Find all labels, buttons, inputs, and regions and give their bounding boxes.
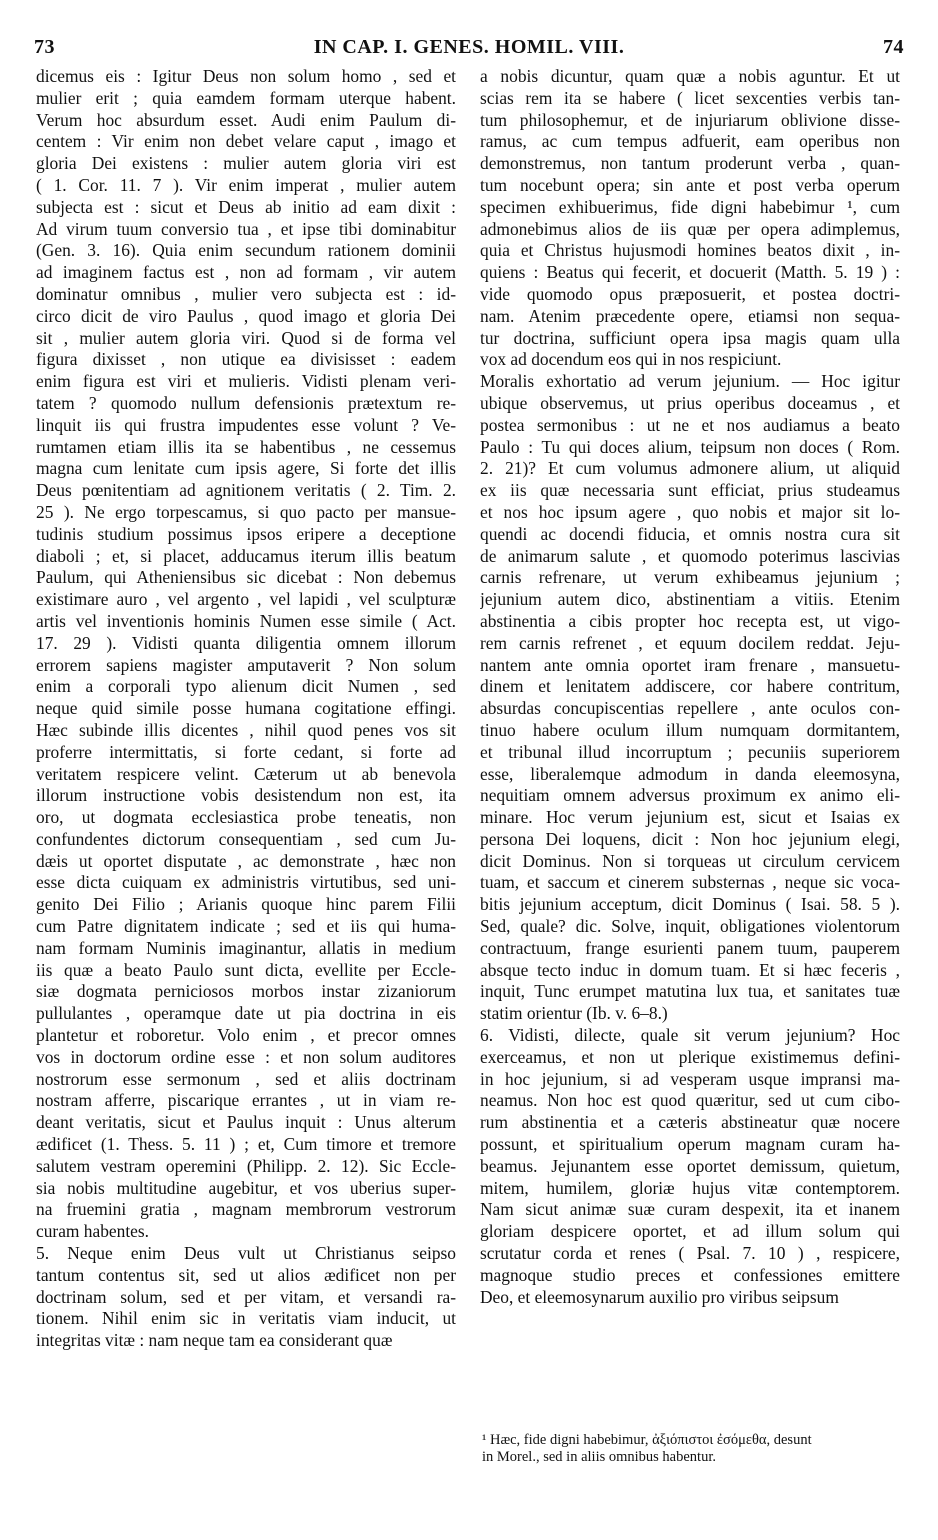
text-line: et tribunal illud incorruptum ; pecuniis superiorem <box>480 741 900 762</box>
text-line: rumtamen etiam illis ita se habentibus , ne cessemus <box>36 436 456 457</box>
text-line: diaboli ; et, si placet, adducamus iterum illis beatum <box>36 545 456 566</box>
text-line: confundentes dictorum consequentiam , sed cum Ju- <box>36 828 456 849</box>
text-line: et nos hoc ipsum agere , quo nobis et major sit lo- <box>480 501 900 522</box>
text-line: quiens : Beatus qui fecerit, et docuerit (Matth. 5. 19 ) : <box>480 262 900 283</box>
text-line: specimen exhibuerimus, fide digni habebimur ¹, cum <box>480 196 900 217</box>
text-line: a nobis dicuntur, quam quæ a nobis aguntur. Et ut <box>480 66 900 86</box>
text-line: bitis jejunium acceptum, dicit Dominus ( Isai. 58. 5 ). <box>480 894 900 915</box>
text-line: sit , mulier autem gloria viri. Quod si de forma vel <box>36 327 456 348</box>
text-line: cum Patre dignitatem indicate ; sed et iis qui huma- <box>36 916 456 937</box>
text-line: admonebimus alios de iis quæ per opera adimplemus, <box>480 218 900 239</box>
text-line: demonstremus, non tantum proderunt verba , quan- <box>480 153 900 174</box>
text-line: veritatem respicere velint. Cæterum ut ab benevola <box>36 763 456 784</box>
text-line: genito Dei Filio ; Arianis quoque hinc parem Filii <box>36 894 456 915</box>
text-line: linquit iis qui frustra impudentes esse volunt ? Ve- <box>36 414 456 435</box>
text-line: rum abstinentia et a cæteris abstineatur quæ nocere <box>480 1112 900 1133</box>
text-line: scias rem ita se habere ( licet sexcenties verbis tan- <box>480 87 900 108</box>
text-line: vide quomodo opus præposuerit, et postea doctri- <box>480 283 900 304</box>
text-line: tinuo habere oculum illum numquam dormitantem, <box>480 719 900 740</box>
text-line: quendi ac docendi fiducia, et omnis nostra cura sit <box>480 523 900 544</box>
text-line: neque quid simile posse humana cogitatione effingi. <box>36 698 456 719</box>
text-line: tudinis studium possimus ipsos eripere a deceptione <box>36 523 456 544</box>
text-line: plantetur et roboretur. Volo enim , et precor omnes <box>36 1025 456 1046</box>
text-line: artis vel inventionis hominis Numen esse simile ( Act. <box>36 610 456 631</box>
text-line: Paulum, qui Atheniensibus sic dicebat : Non debemus <box>36 567 456 588</box>
text-line: enim a corporali typo alienum dicit Numen , sed <box>36 676 456 697</box>
text-line: postea sermonibus : ut ne et nos audiamus a beato <box>480 414 900 435</box>
text-line: deant veritatis, sicut et Paulus inquit : Unus alterum <box>36 1112 456 1133</box>
text-line: Sed, quale? dic. Solve, inquit, obligationes violentorum <box>480 916 900 937</box>
text-line: absurdas concupiscentias repellere , ante oculos con- <box>480 698 900 719</box>
text-line: gloria Dei existens : mulier autem gloria viri est <box>36 153 456 174</box>
text-line: errorem sapiens magister amputaverit ? Non solum <box>36 654 456 675</box>
text-line: circo dicit de viro Paulus , quod imago et gloria Dei <box>36 305 456 326</box>
text-line: rem carnis refrenet , et equum docilem reddat. Jeju- <box>480 632 900 653</box>
text-line: beamus. Jejunantem esse oportet demissum, quietum, <box>480 1155 900 1176</box>
text-line: abstinentia a cibis propter hoc recepta est, ut vigo- <box>480 610 900 631</box>
text-line: 6. Vidisti, dilecte, quale sit verum jejunium? Hoc <box>480 1025 900 1046</box>
text-line: in hoc jejunium, si ad vesperam usque impransi ma- <box>480 1068 900 1089</box>
text-line: exerceamus, et non ut plerique existimemus defini- <box>480 1046 900 1067</box>
text-line: enim figura est viri et mulieris. Vidisti plenam veri- <box>36 371 456 392</box>
text-line: quia et Christus hujusmodi homines beatos dixit , in- <box>480 240 900 261</box>
text-line: Paulo : Tu qui doces alium, teipsum non doces ( Rom. <box>480 436 900 457</box>
text-line: 25 ). Ne ergo torpescamus, si quo pacto per mansue- <box>36 501 456 522</box>
text-line: doctrinam solum, sed et per vitam, et versandi ra- <box>36 1286 456 1307</box>
text-line: esse, liberalemque admodum in danda eleemosyna, <box>480 763 900 784</box>
text-line: Verum hoc absurdum esset. Audi enim Paulum di- <box>36 109 456 130</box>
text-line: Hæc subinde illis dicentes , nihil quod penes vos sit <box>36 719 456 740</box>
text-line: tuam, et saccum et cinerem substernas , neque sic voca- <box>480 872 900 893</box>
text-line: ad imaginem factus est , non ad formam , vir autem <box>36 262 456 283</box>
text-line: iis quæ a beato Paulo sunt dicta, evellite per Eccle- <box>36 959 456 980</box>
text-line: tur doctrina, sufficiunt opera ipsa magis quam ulla <box>480 327 900 348</box>
text-line: Nam sicut animæ suæ curam despexit, ita et inanem <box>480 1199 900 1220</box>
text-line: oro, ut dogmata ecclesiastica probe teneatis, non <box>36 807 456 828</box>
text-line: Deo, et eleemosynarum auxilio pro viribus seipsum <box>480 1286 839 1307</box>
text-line: tum philosophemur, et de injuriarum oblivione disse- <box>480 109 900 130</box>
right-text-column <box>480 66 900 1308</box>
footnote-line: in Morel., sed in aliis omnibus habentur. <box>482 1449 716 1465</box>
text-line: pullulantes , operamque date ut pia doctrina in eis <box>36 1003 456 1024</box>
text-line: minare. Hoc verum jejunium est, sicut et Isaias ex <box>480 807 900 828</box>
text-line: dominatur omnibus , mulier vero subjecta est : id- <box>36 283 456 304</box>
text-line: gloriam despicere oportet, et ad illum solum qui <box>480 1221 900 1242</box>
text-line: tatem ? quomodo nullum defensionis prætextum re- <box>36 392 456 413</box>
text-line: nam formam Numinis imaginantur, allatis in medium <box>36 937 456 958</box>
page-number-left: 73 <box>34 35 55 58</box>
text-line: contractuum, frange esurienti panem tuum, pauperem <box>480 937 900 958</box>
text-line: carnis refrenare, ut verum exhibeamus jejunium ; <box>480 567 900 588</box>
text-line: nostram afferre, piscarique errantes , ut in viam re- <box>36 1090 456 1111</box>
text-line: ubique observemus, ut prius operibus doceamus , et <box>480 392 900 413</box>
text-line: vos in doctorum ordine esse : et non solum auditores <box>36 1046 456 1067</box>
page-number-right: 74 <box>883 35 904 58</box>
text-line: persona Dei loquens, dicit : Non hoc jejunium elegi, <box>480 828 900 849</box>
text-line: dicemus eis : Igitur Deus non solum homo , sed et <box>36 66 456 86</box>
text-line: sia nobis multitudine augebitur, et vos uberius super- <box>36 1177 456 1198</box>
text-line: vox ad docendum eos qui in nos respiciunt. <box>480 349 782 370</box>
text-line: curam habentes. <box>36 1221 149 1242</box>
text-line: ex iis quæ necessaria sunt efficiat, prius studeamus <box>480 480 900 501</box>
text-line: magnoque studio preces et confessiones emittere <box>480 1264 900 1285</box>
text-line: tum nocebunt opera; sin ante et post verba operum <box>480 174 900 195</box>
text-line: nostrorum esse sermonum , sed et aliis doctrinam <box>36 1068 456 1089</box>
text-line: possunt, et spiritualium operum magnam curam ha- <box>480 1134 900 1155</box>
text-line: subjecta est : sicut et Deus ab initio ad eam dixit : <box>36 196 456 217</box>
text-line: 17. 29 ). Vidisti quanta diligentia omnem illorum <box>36 632 456 653</box>
text-line: nantem ante omnia oportet iram frenare , mansuetu- <box>480 654 900 675</box>
text-line: tionem. Nihil enim sic in veritatis viam inducit, ut <box>36 1308 456 1329</box>
text-line: integritas vitæ : nam neque tam ea considerant quæ <box>36 1330 393 1351</box>
text-line: Moralis exhortatio ad verum jejunium. — Hoc igitur <box>480 371 900 392</box>
text-line: Deus pœnitentiam ad agnitionem veritatis ( 2. Tim. 2. <box>36 480 456 501</box>
text-line: mulier erit ; quia eamdem formam uterque habent. <box>36 87 456 108</box>
text-line: ædificet (1. Thess. 5. 11 ) ; et, Cum timore et tremore <box>36 1134 456 1155</box>
text-line: ( 1. Cor. 11. 7 ). Vir enim imperat , mulier autem <box>36 174 456 195</box>
text-line: nequitiam omnem adversus proximum ex animo eli- <box>480 785 900 806</box>
text-line: salutem vestram operemini (Philipp. 2. 12). Sic Eccle- <box>36 1155 456 1176</box>
text-line: Ad virum tuum conversio tua , et ipse tibi dominabitur <box>36 218 456 239</box>
running-header <box>34 32 904 62</box>
text-line: figura dixisset , non utique ea divisisset : eadem <box>36 349 456 370</box>
text-line: illorum instructione vobis desistendum non est, ita <box>36 785 456 806</box>
text-line: mitem, humilem, gloriæ hujus vitæ contemptorem. <box>480 1177 900 1198</box>
text-line: absque tecto induc in domum tuam. Et si hæc feceris , <box>480 959 900 980</box>
running-title: IN CAP. I. GENES. HOMIL. VIII. <box>313 35 625 58</box>
text-line: scrutatur corda et renes ( Psal. 7. 10 ) , respicere, <box>480 1243 900 1264</box>
text-line: dinem et lenitatem addiscere, cor habere contritum, <box>480 676 900 697</box>
text-line: centem : Vir enim non debet velare caput , imago et <box>36 131 456 152</box>
text-line: existimare auro , vel argento , vel lapidi , vel sculpturæ <box>36 589 456 610</box>
text-line: tantum contentus sit, sed ut alios ædificet non per <box>36 1264 456 1285</box>
text-line: 2. 21)? Et cum volumus admonere alium, ut aliquid <box>480 458 900 479</box>
text-line: 5. Neque enim Deus vult ut Christianus seipso <box>36 1243 456 1264</box>
text-line: statim orientur (Ib. v. 6–8.) <box>480 1003 668 1024</box>
text-line: nam. Atenim præcedente opere, etiamsi non sequa- <box>480 305 900 326</box>
text-line: neamus. Non hoc est quod quæritur, sed ut cum cibo- <box>480 1090 900 1111</box>
text-line: jejunium autem dico, abstinentiam a vitiis. Etenim <box>480 589 900 610</box>
footnote <box>482 1432 902 1466</box>
text-line: na fruemini gratia , magnam membrorum vestrorum <box>36 1199 456 1220</box>
text-line: inquit, Tunc erumpet matutina lux tua, et sanitates tuæ <box>480 981 900 1002</box>
footnote-line: ¹ Hæc, fide digni habebimur, ἀξιόπιστοι ἐσόμεθα, desunt <box>482 1432 812 1448</box>
text-line: esse dicta cuiquam ex administris virtutibus, sed uni- <box>36 872 456 893</box>
text-line: (Gen. 3. 16). Quia enim secundum rationem dominii <box>36 240 456 261</box>
text-line: dicit Dominus. Non si torqueas ut circulum cervicem <box>480 850 900 871</box>
text-line: dæis ut oportet disputate , ac demonstrate , hæc non <box>36 850 456 871</box>
text-line: proferre intermittatis, si forte cedant, si forte ad <box>36 741 456 762</box>
text-line: magna cum lenitate cum ipsis agere, Si forte det illis <box>36 458 456 479</box>
text-line: de animarum salute , et quomodo poterimus lascivias <box>480 545 900 566</box>
left-text-column <box>36 66 456 1352</box>
text-line: ramus, ac cum tempus adfuerit, eam operibus non <box>480 131 900 152</box>
text-line: siæ dogmata perniciosos morbos instar zizaniorum <box>36 981 456 1002</box>
